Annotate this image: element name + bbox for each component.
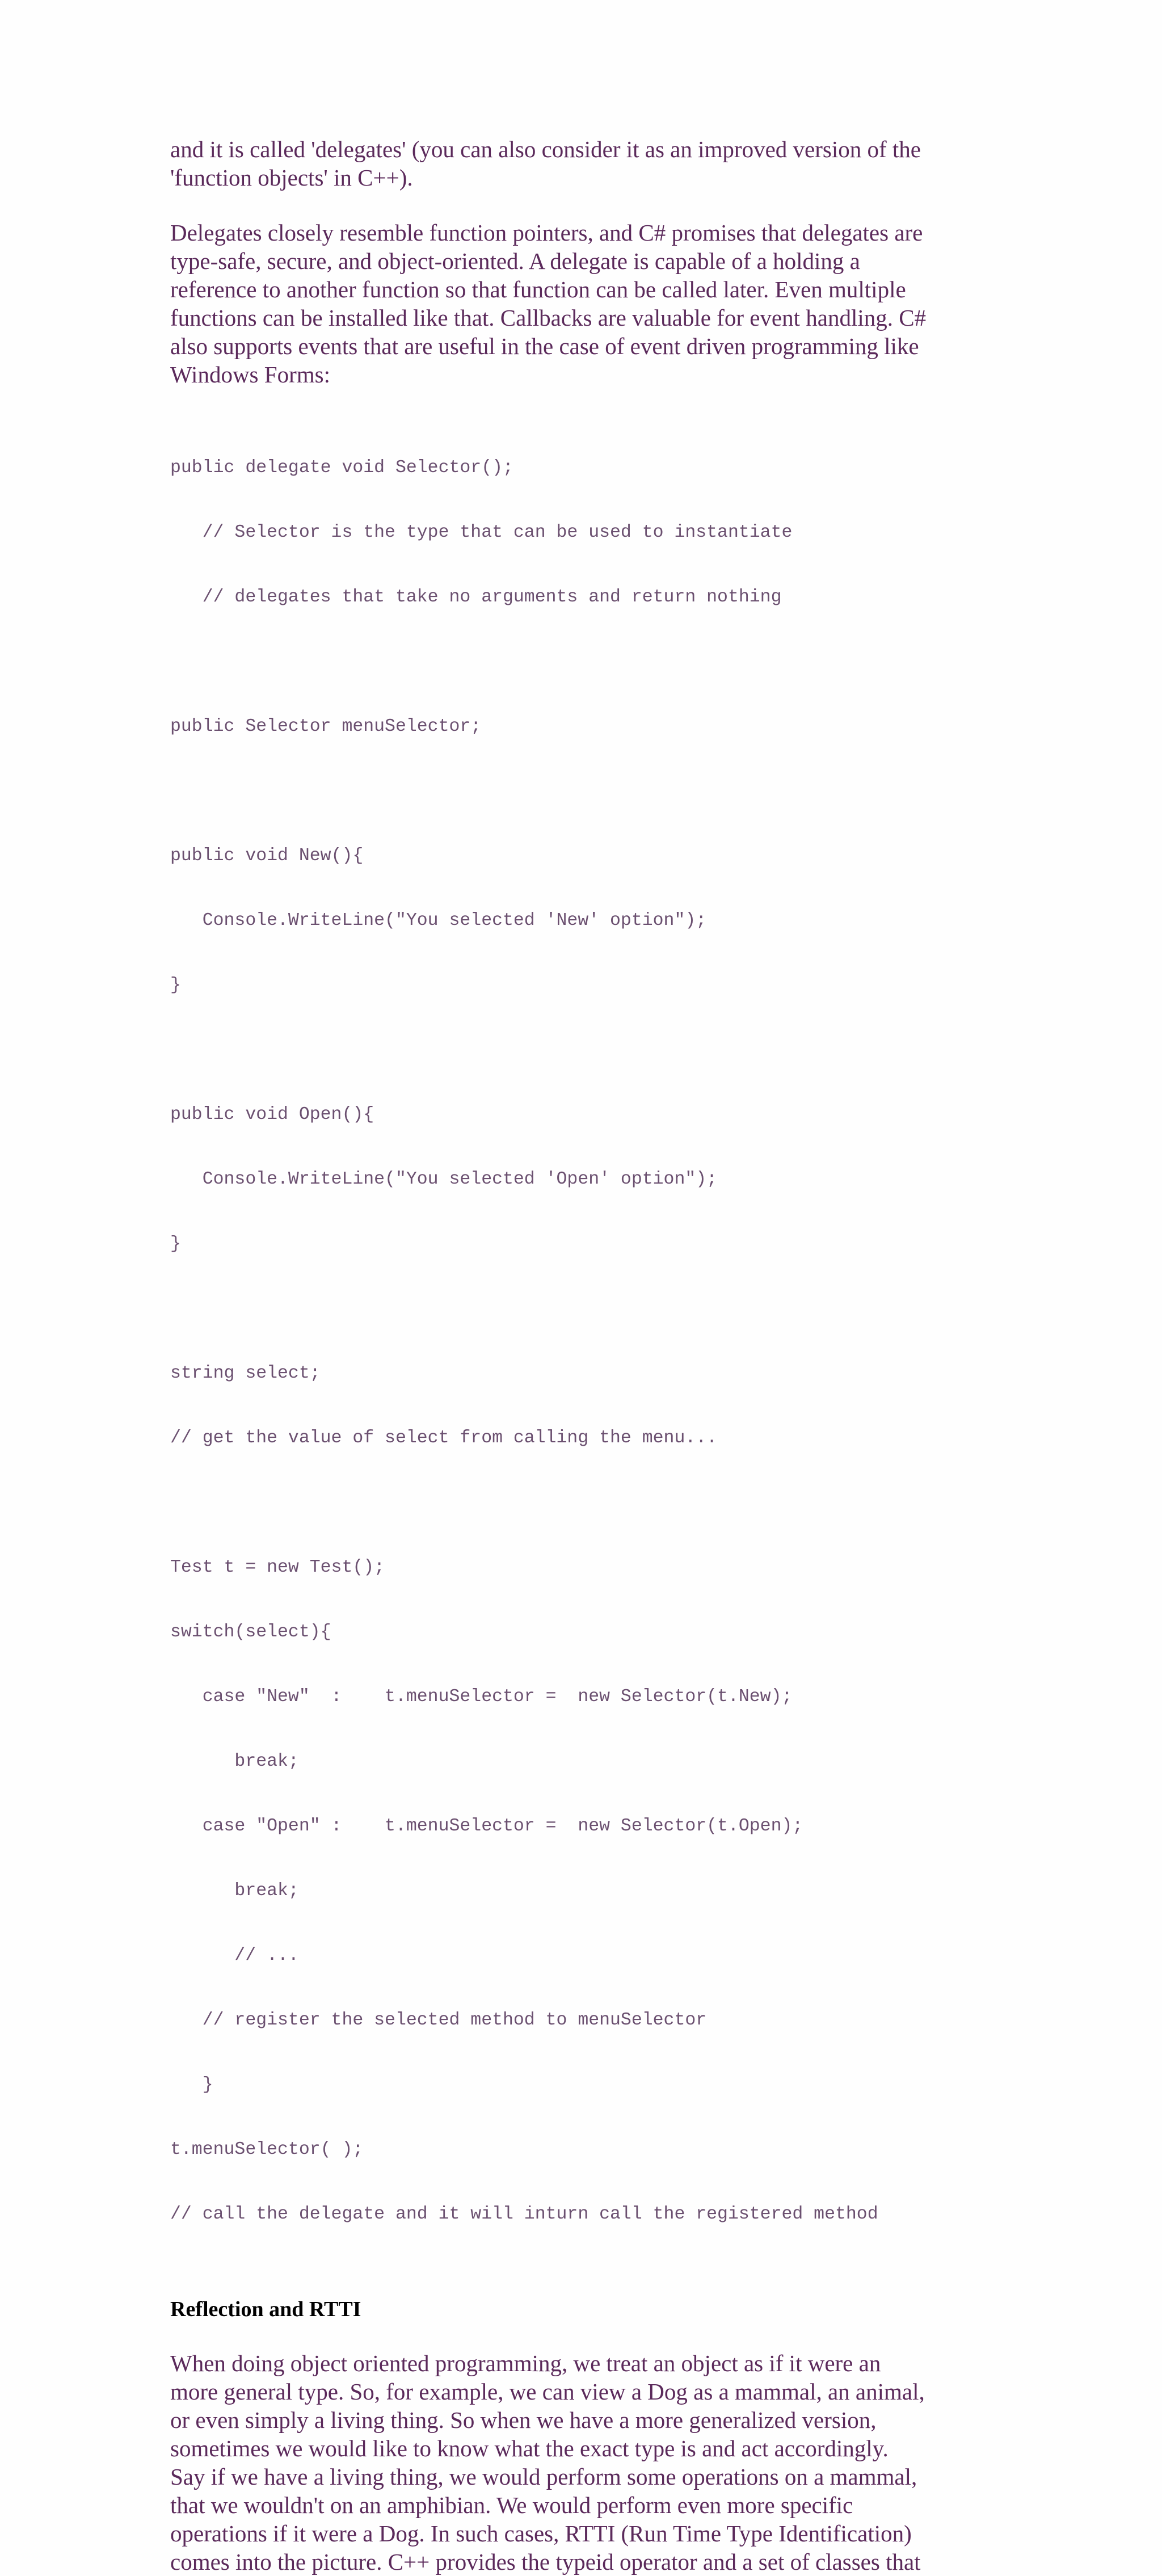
code-line: break; [170,1752,299,1771]
text-line: When doing object oriented programming, we treat an object as if it were an [170,2350,881,2376]
code-line: } [170,2075,213,2095]
paragraph-delegates [170,218,999,389]
code-line [170,1492,999,1514]
section-heading: Reflection and RTTI [170,2297,361,2321]
text-line: operations if it were a Dog. In such cases, RTTI (Run Time Type Identification) [170,2520,912,2546]
code-line [170,1039,999,1061]
text-line: functions can be installed like that. Callbacks are valuable for event handling. C# [170,305,927,331]
text-line: reference to another function so that function can be called later. Even multiple [170,276,906,302]
text-line: Say if we have a living thing, we would perform some operations on a mammal, [170,2464,917,2490]
code-line: // ... [170,1946,299,1965]
text-line: and it is called 'delegates' (you can also consider it as an improved version of the [170,136,921,162]
text-line: type-safe, secure, and object-oriented. A delegate is capable of a holding a [170,248,860,274]
code-line: switch(select){ [170,1622,331,1642]
text-line: that we wouldn't on an amphibian. We would perform even more specific [170,2492,853,2518]
code-line [170,781,999,802]
paragraph-intro [170,135,999,192]
text-line: Windows Forms: [170,361,330,388]
code-line: string select; [170,1363,321,1383]
code-line: break; [170,1881,299,1901]
document-page [170,135,999,2576]
code-line: public Selector menuSelector; [170,717,482,736]
code-line: // delegates that take no arguments and return nothing [170,587,782,607]
code-line [170,651,999,673]
code-line: // get the value of select from calling the menu... [170,1428,718,1448]
text-line: or even simply a living thing. So when we have a more generalized version, [170,2407,877,2433]
code-line: public delegate void Selector(); [170,458,513,478]
text-line: 'function objects' in C++). [170,165,413,191]
code-line: } [170,975,181,995]
text-line: comes into the picture. C++ provides the typeid operator and a set of classes that [170,2549,921,2575]
code-block [170,414,999,2268]
code-line: // call the delegate and it will inturn call the registered method [170,2204,878,2224]
code-line: t.menuSelector( ); [170,2140,364,2160]
paragraph-reflection [170,2349,999,2576]
code-line: } [170,1234,181,1254]
code-line: // Selector is the type that can be used to instantiate [170,523,793,542]
code-line: public void New(){ [170,846,364,866]
code-line: case "Open" : t.menuSelector = new Selector(t.Open); [170,1816,803,1836]
text-line: also supports events that are useful in the case of event driven programming like [170,333,919,359]
code-line: Test t = new Test(); [170,1558,385,1577]
code-line: public void Open(){ [170,1105,374,1125]
text-line: Delegates closely resemble function pointers, and C# promises that delegates are [170,220,923,246]
text-line: sometimes we would like to know what the exact type is and act accordingly. [170,2435,889,2461]
text-line: more general type. So, for example, we can view a Dog as a mammal, an animal, [170,2379,925,2405]
code-line: Console.WriteLine("You selected 'New' option"); [170,911,707,931]
code-line: Console.WriteLine("You selected 'Open' option"); [170,1169,718,1189]
code-line: case "New" : t.menuSelector = new Selector(t.New); [170,1687,793,1707]
code-line: // register the selected method to menuSelector [170,2010,707,2030]
code-line [170,1298,999,1320]
